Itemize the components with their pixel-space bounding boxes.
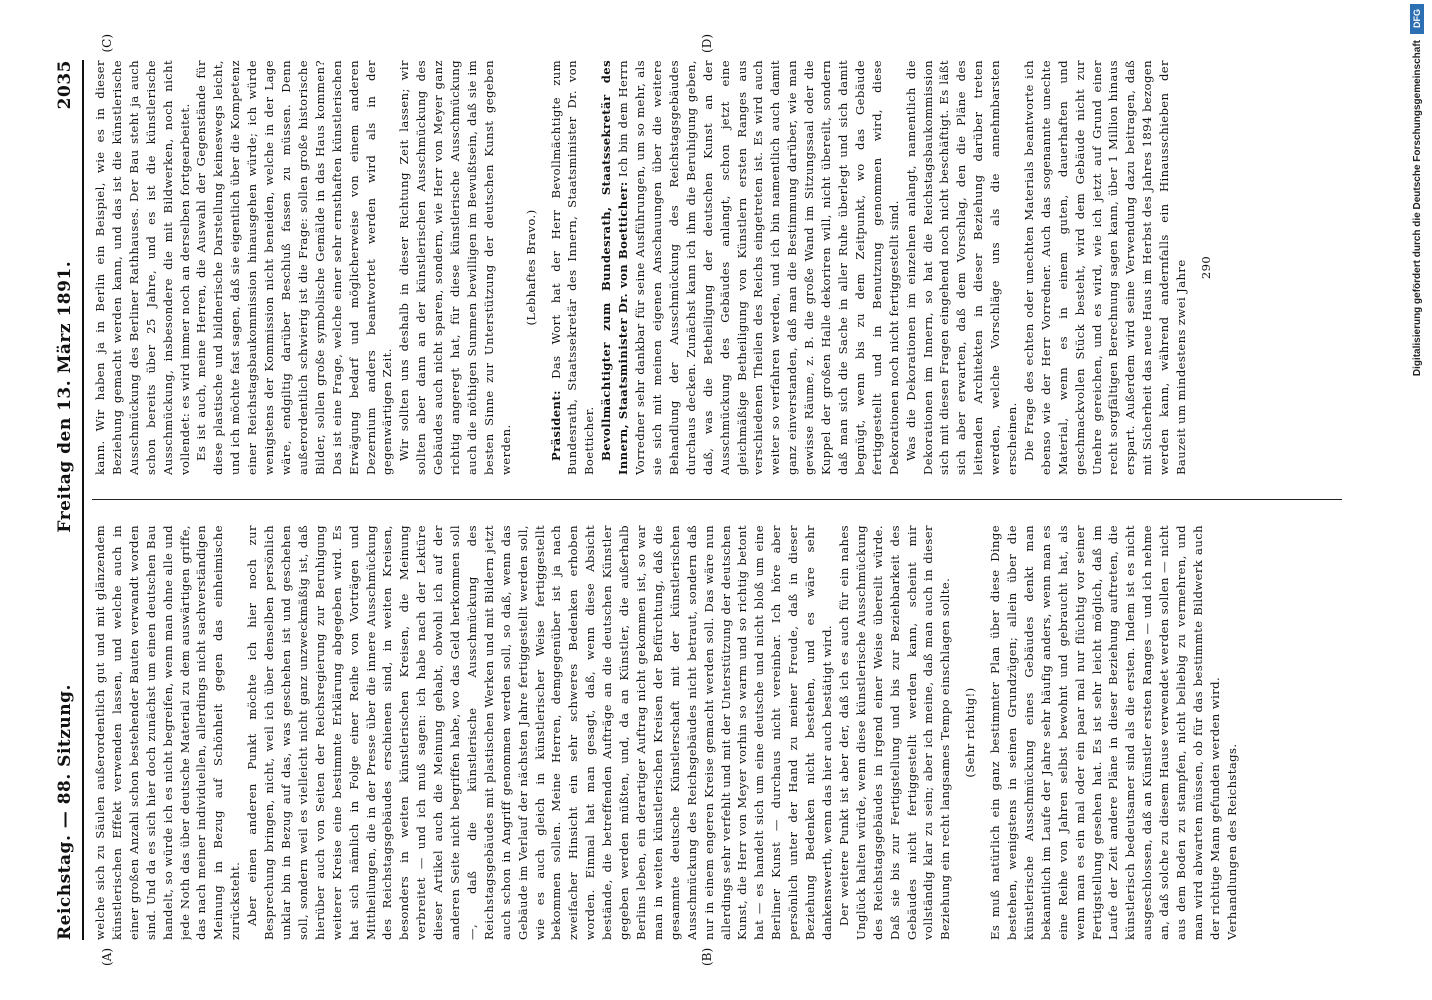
header-session: Reichstag. — 88. Sitzung. xyxy=(55,684,75,940)
paragraph: Der weitere Punkt ist aber der, daß ich es auch für ein nahes Unglück halten würde, wenn diese künstlerische Ausschmückung des Reichstagsgebäudes in irgend einer Weise übereilt würde. Daß sie bis zur Fertigstellung und bis zur Beziehbarkeit des Gebäudes nicht fertiggestellt werden kann, scheint mir vollständig klar zu sein; aber ich meine, daß man auch in dieser Beziehung ein recht langsames Tempo einschlagen sollte. xyxy=(836,525,953,940)
margin-note-b: (B) xyxy=(700,947,714,966)
paragraph: Bevollmächtigter zum Bundesrath, Staatssekretär des Innern, Staatsminister Dr. von Boetticher: Ich bin dem Herrn Vorredner sehr dankbar für seine Ausführungen, um so mehr, als sie sich mit meinen eigenen Anschauungen über die weitere Behandlung der Ausschmückung des Reichstagsgebäudes durchaus decken. Zunächst kann ich ihm die Beruhigung geben, daß, was die Betheiligung der deutschen Kunst an der Ausschmückung des Gebäudes anlangt, schon jetzt eine gleichmäßige Betheiligung von Künstlern ersten Ranges aus verschiedenen Theilen des Reichs eingetreten ist. Es wird auch weiter so verfahren werden, und ich bin namentlich auch damit ganz einverstanden, daß man die Bestimmung darüber, wie man gewisse Räume, z. B. die große Wand im Sitzungssaal oder die Kuppel der großen Halle dekoriren will, nicht übereilt, sondern daß man sich die Sache in aller Ruhe überlegt und sich damit begnügt, wenn bis zu dem Zeitpunkt, wo das Gebäude fertiggestellt und in Benutzung genommen wird, diese Dekorationen noch nicht fertiggestellt sind. xyxy=(599,60,901,475)
digitization-sidebar xyxy=(1404,4,1430,744)
paragraph: Es muß natürlich ein ganz bestimmter Plan über diese Dinge bestehen, wenigstens in seinen Grundzügen; allein über die künstlerische Ausschmückung eines Gebäudes denkt man bekanntlich im Laufe der Jahre sehr häufig anders, wenn man es eine Reihe von Jahren selbst bewohnt und gebraucht hat, als wenn man es ein mal oder ein paar mal nur flüchtig vor seiner Fertigstellung gesehen hat. Es ist sehr leicht möglich, daß im Laufe der Zeit andere Pläne in dieser Beziehung auftreten, die künstlerisch bedeutsamer sind als die ersten. Indem ist es nicht ausgeschlossen, daß an Künstler ersten Ranges — und ich nehme an, daß solche zu diesem Hause verwendet werden sollen — nicht aus dem Boden zu stampfen, nicht beliebig zu vermehren, und man wird abwarten müssen, ob für das bestimmte Bildwerk auch der richtige Mann gefunden werden wird. xyxy=(988,525,1222,940)
paragraph: Was die Dekorationen im einzelnen anlangt, namentlich die Dekorationen im Innern, so hat die Reichstagsbaukommission sich mit diesen Fragen eingehend noch nicht beschäftigt. Es läßt sich aber erwarten, daß dem Vorschlag, den die Pläne des leitenden Architekten in dieser Beziehung darüber treten werden, welche Vorschläge uns als die annehmbarsten erscheinen. xyxy=(903,60,1020,475)
header-date: Freitag den 13. März 1891. xyxy=(55,260,75,533)
digitization-credit: Digitalisierung gefördert durch die Deutsche Forschungsgemeinschaft xyxy=(1411,40,1423,377)
paragraph: Aber einen anderen Punkt möchte ich hier noch zur Besprechung bringen, nicht, weil ich über denselben persönlich unklar bin in Bezug auf das, was geschehen ist und geschehen soll, sondern weil es vielleicht nicht ganz unzweckmäßig ist, daß hierüber auch von Seiten der Reichsregierung zur Beruhigung weiterer Kreise eine bestimmte Erklärung abgegeben wird. Es hat sich nämlich in Folge einer Reihe von Vorträgen und Mittheilungen, die in der Presse über die innere Ausschmückung des Reichstagsgebäudes erschienen sind, in weiten Kreisen, besonders in weiten künstlerischen Kreisen, die Meinung verbreitet — und ich muß sagen: ich habe nach der Lektüre dieser Artikel auch die Meinung gehabt, obwohl ich auf der anderen Seite nicht begriffen habe, wo das Geld herkommen soll —, daß die künstlerische Ausschmückung des Reichstagsgebäudes mit plastischen Werken und mit Bildern jetzt auch schon in Angriff genommen werden soll, so daß, wenn das Gebäude im Verlauf der nächsten Jahre fertiggestellt werden soll, wie es auch gleich in künstlerischer Weise fertiggestellt bekommen sollen. Meine Herren, demgegenüber ist ja nach zweifacher Hinsicht ein sehr schweres Bedenken erhoben worden. Einmal hat man gesagt, daß, wenn diese Absicht bestände, die betreffenden Aufträge an die deutschen Künstler gegeben werden müßten, und, da an Künstler, die außerhalb Berlins leben, ein derartiger Auftrag nicht gekommen ist, so war man in weiten künstlerischen Kreisen der Befürchtung, daß die gesammte deutsche Künstlerschaft mit der künstlerischen Ausschmückung des Reichsgebäudes nicht betraut, sondern daß nur in einem engeren Kreise gemacht werden soll. Das wäre nun allerdings sehr verfehlt und mit der Unterstützung der deutschen Kunst, die Herr von Meyer vorhin so warm und so richtig betont hat — es handelt sich um eine deutsche und nicht bloß um eine Berliner Kunst — durchaus nicht vereinbar. Ich höre aber persönlich unter der Hand zu meiner Freude, daß in dieser Beziehung Bedenken nicht bestehen, und es wäre sehr dankenswerth, wenn das hier auch bestätigt wird. xyxy=(245,525,834,940)
paragraph: Präsident: Das Wort hat der Herr Bevollmächtigte zum Bundesrath, Staatssekretär des Innern, Staatsminister Dr. von Boetticher. xyxy=(548,60,597,475)
paragraph: Verhandlungen des Reichstags. xyxy=(1224,743,1239,940)
paragraph: (Lebhaftes Bravo.) xyxy=(523,209,538,326)
paragraph: 290 xyxy=(1199,255,1213,280)
paragraph: Wir sollten uns deshalb in dieser Richtung Zeit lassen; wir sollten aber dann an der künstlerischen Ausschmückung des Gebäudes auch nicht sparen, sondern, wie Herr von Meyer ganz richtig angeregt hat, für diese künstlerische Ausschmückung auch die nöthigen Summen bewilligen im Bewußtsein, daß sie im besten Sinne zur Unterstützung der deutschen Kunst gegeben werden. xyxy=(397,60,513,475)
dfg-logo: DFG xyxy=(1410,4,1424,34)
left-column xyxy=(92,525,1342,940)
margin-note-d: (D) xyxy=(700,34,714,53)
margin-note-c: (C) xyxy=(100,34,114,53)
right-column xyxy=(92,60,1342,475)
paragraph: kann. Wir haben ja in Berlin ein Beispiel, wie es in dieser Beziehung gemacht werden kann, und das ist die künstlerische Ausschmückung des Berliner Rathhauses. Der Bau steht ja auch schon bereits über 25 Jahre, und es ist die künstlerische Ausschmückung, insbesondere die mit Bildwerken, noch nicht vollendet: es wird immer noch an derselben fortgearbeitet. xyxy=(93,60,192,475)
speaker-name: Präsident: xyxy=(548,390,563,461)
column-divider xyxy=(92,499,1342,500)
margin-note-a: (A) xyxy=(100,947,114,966)
paragraph: (Sehr richtig!) xyxy=(963,687,978,778)
paragraph: Es ist auch, meine Herren, die Auswahl der Gegenstände für diese plastische und bildnerische Darstellung keineswegs leicht, und ich möchte fast sagen, daß sie eigentlich über die Kompetenz einer Reichstagsbaukommission hinausgehen würde; ich würde wenigstens der Kommission nicht beneiden, welche in der Lage wäre, endgiltig darüber Beschluß fassen zu müssen. Denn außerordentlich schwierig ist die Frage: sollen große historische Bilder, sollen große symbolische Gemälde in das Haus kommen? Das ist eine Frage, welche einer sehr ernsthaften künstlerischen Erwägung bedarf und möglicherweise von einem anderen Dezernium anders beantwortet werden wird als in der gegenwärtigen Zeit. xyxy=(194,60,395,475)
page-header xyxy=(52,60,78,940)
header-page-number: 2035 xyxy=(55,60,75,110)
speaker-name: Bevollmächtigter zum Bundesrath, Staatssekretär des Innern, Staatsminister Dr. von Boetticher: xyxy=(599,60,631,475)
header-rule xyxy=(82,60,84,940)
paragraph: welche sich zu Säulen außerordentlich gut und mit glänzendem künstlerischen Effekt verwenden lassen, und welche auch in einer großen Anzahl schon bestehender Bauten verwandt worden sind. Und da es sich hier doch zunächst um einen deutschen Bau handelt, so würde ich es nicht begreifen, wenn man ohne alle und jede Noth das über deutsche Material zu dem auswärtigen griffe, das nach meiner individuellen, allerdings nicht sachverständigen Meinung in Bezug auf Schönheit gegen das einheimische zurücksteht. xyxy=(93,525,243,940)
paragraph: Die Frage des echten oder unechten Materials beantworte ich ebenso wie der Herr Vorredner. Auch das sogenannte unechte Material, wenn es in einem guten, dauerhaften und geschmackvollen Stück besteht, wird dem Gebäude nicht zur Unehre gereichen, und es wird, wie ich jetzt auf Grund einer recht sorgfältigen Berechnung sagen kann, über 1 Million hinaus erspart. Außerdem wird seine Verwendung dazu beitragen, daß mit Sicherheit das neue Haus im Herbst des Jahres 1894 bezogen werden kann, während andernfalls ein Hinausschieben der Bauzeit um mindestens zwei Jahre xyxy=(1021,60,1189,475)
